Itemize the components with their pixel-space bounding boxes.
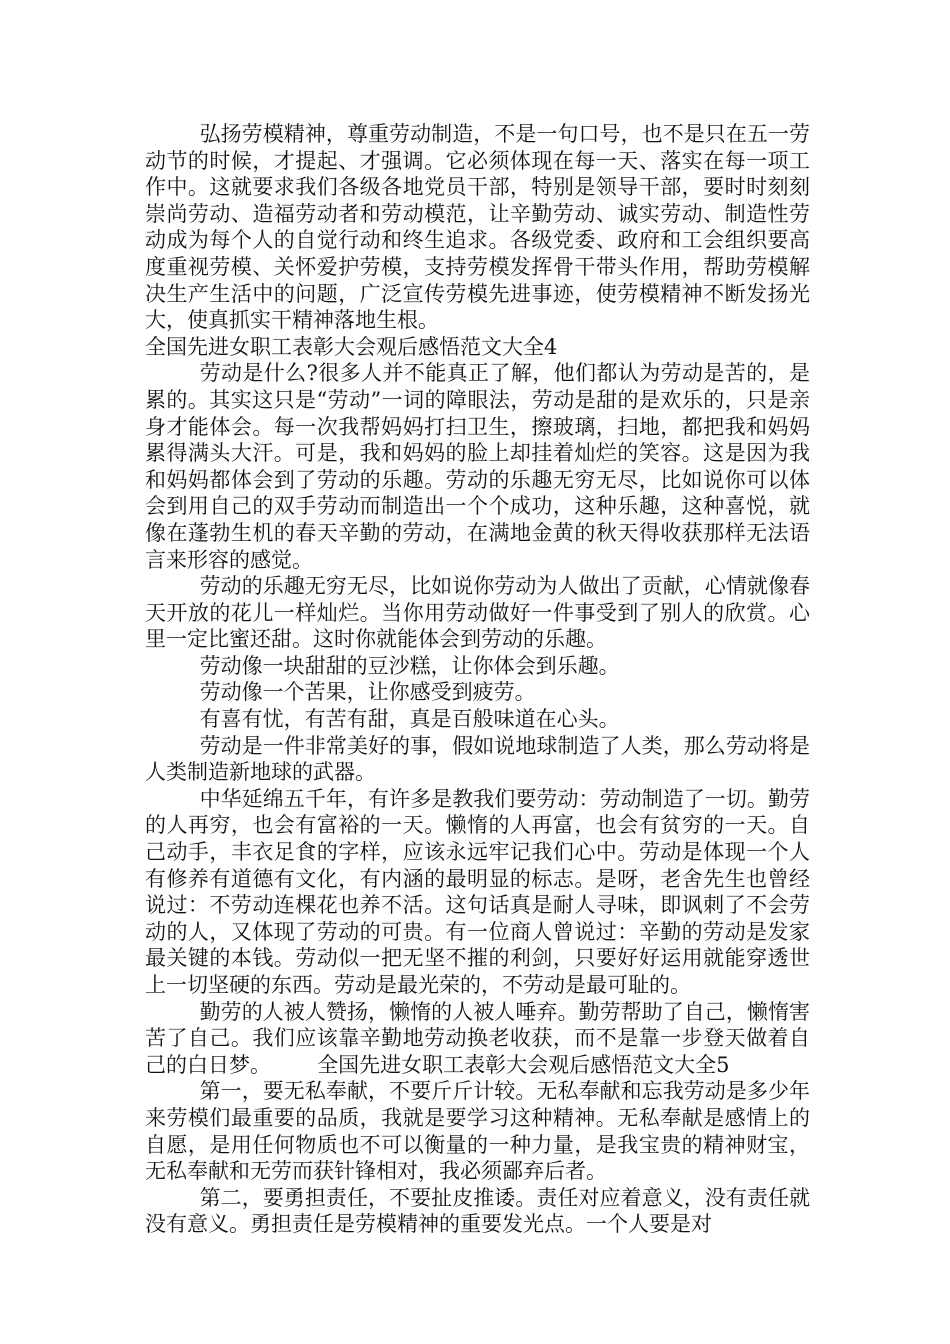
paragraph-bitter-fruit: 劳动像一个苦果，让你感受到疲劳。 — [199, 680, 536, 705]
paragraph-diligence-text: 勤劳的人被人赞扬，懒惰的人被人唾弃。勤劳帮助了自己，懒惰害苦了自己。我们应该靠辛勤地劳动换老收获，而不是靠一步登天做着自己的白日梦。 — [145, 999, 810, 1077]
paragraph-what-is-labor: 劳动是什么?很多人并不能真正了解，他们都认为劳动是苦的，是累的。其实这只是“劳动”一词的障眼法，劳动是甜的是欢乐的，只是亲身才能体会。每一次我帮妈妈打扫卫生，擦玻璃，扫地，都把我和妈妈累得满头大汗。可是，我和妈妈的脸上却挂着灿烂的笑容。这是因为我和妈妈都体会到了劳动的乐趣。劳动的乐趣无穷无尽，比如说你可以体会到用自己的双手劳动而制造出一个个成功，这种乐趣，这种喜悦，就像在蓬勃生机的春天辛勤的劳动，在满地金黄的秋天得收获那样无法语言来形容的感觉。 — [145, 361, 810, 572]
section-heading-5: 全国先进女职工表彰大会观后感悟范文大全5 — [317, 1052, 730, 1077]
section-heading-4: 全国先进女职工表彰大会观后感悟范文大全4 — [145, 334, 558, 359]
paragraph-first-selfless: 第一，要无私奉献，不要斤斤计较。无私奉献和忘我劳动是多少年来劳模们最重要的品质，我就是要学习这种精神。无私奉献是感情上的自愿，是用任何物质也不可以衡量的一种力量，是我宝贵的精神财宝，无私奉献和无劳而获针锋相对，我必须鄙弃后者。 — [145, 1079, 810, 1184]
paragraph-sweet-cake: 劳动像一块甜甜的豆沙糕，让你体会到乐趣。 — [199, 653, 620, 678]
paragraph-joy-and-sorrow: 有喜有忧，有苦有甜，真是百般味道在心头。 — [199, 707, 620, 732]
paragraph-labor-model-spirit: 弘扬劳模精神，尊重劳动制造，不是一句口号，也不是只在五一劳动节的时候，才提起、才强调。它必须体现在每一天、落实在每一项工作中。这就要求我们各级各地党员干部，特别是领导干部，要时时刻刻崇尚劳动、造福劳动者和劳动模范，让辛勤劳动、诚实劳动、制造性劳动成为每个人的自觉行动和终生追求。各级党委、政府和工会组织要高度重视劳模、关怀爱护劳模，支持劳模发挥骨干带头作用，帮助劳模解决生产生活中的问题，广泛宣传劳模先进事迹，使劳模精神不断发扬光大，使真抓实干精神落地生根。 — [145, 122, 810, 333]
document-page — [145, 121, 810, 1238]
paragraph-diligence-praised — [145, 999, 810, 1079]
paragraph-joy-of-labor: 劳动的乐趣无穷无尽，比如说你劳动为人做出了贡献，心情就像春天开放的花儿一样灿烂。当你用劳动做好一件事受到了别人的欣赏。心里一定比蜜还甜。这时你就能体会到劳动的乐趣。 — [145, 574, 810, 652]
paragraph-labor-weapon: 劳动是一件非常美好的事，假如说地球制造了人类，那么劳动将是人类制造新地球的武器。 — [145, 733, 810, 785]
paragraph-second-responsibility: 第二，要勇担责任，不要扯皮推诿。责任对应着意义，没有责任就没有意义。勇担责任是劳模精神的重要发光点。一个人要是对 — [145, 1185, 810, 1237]
paragraph-five-thousand-years: 中华延绵五千年，有许多是教我们要劳动：劳动制造了一切。勤劳的人再穷，也会有富裕的一天。懒惰的人再富，也会有贫穷的一天。自己动手，丰衣足食的字样，应该永远牢记我们心中。劳动是体现一个人有修养有道德有文化，有内涵的最明显的标志。是呀，老舍先生也曾经说过：不劳动连棵花也养不活。这句话真是耐人寻味，即讽刺了不会劳动的人，又体现了劳动的可贵。有一位商人曾说过：辛勤的劳动是发家最关键的本钱。劳动似一把无坚不摧的利剑，只要好好运用就能穿透世上一切坚硬的东西。劳动是最光荣的，不劳动是最可耻的。 — [145, 786, 810, 997]
